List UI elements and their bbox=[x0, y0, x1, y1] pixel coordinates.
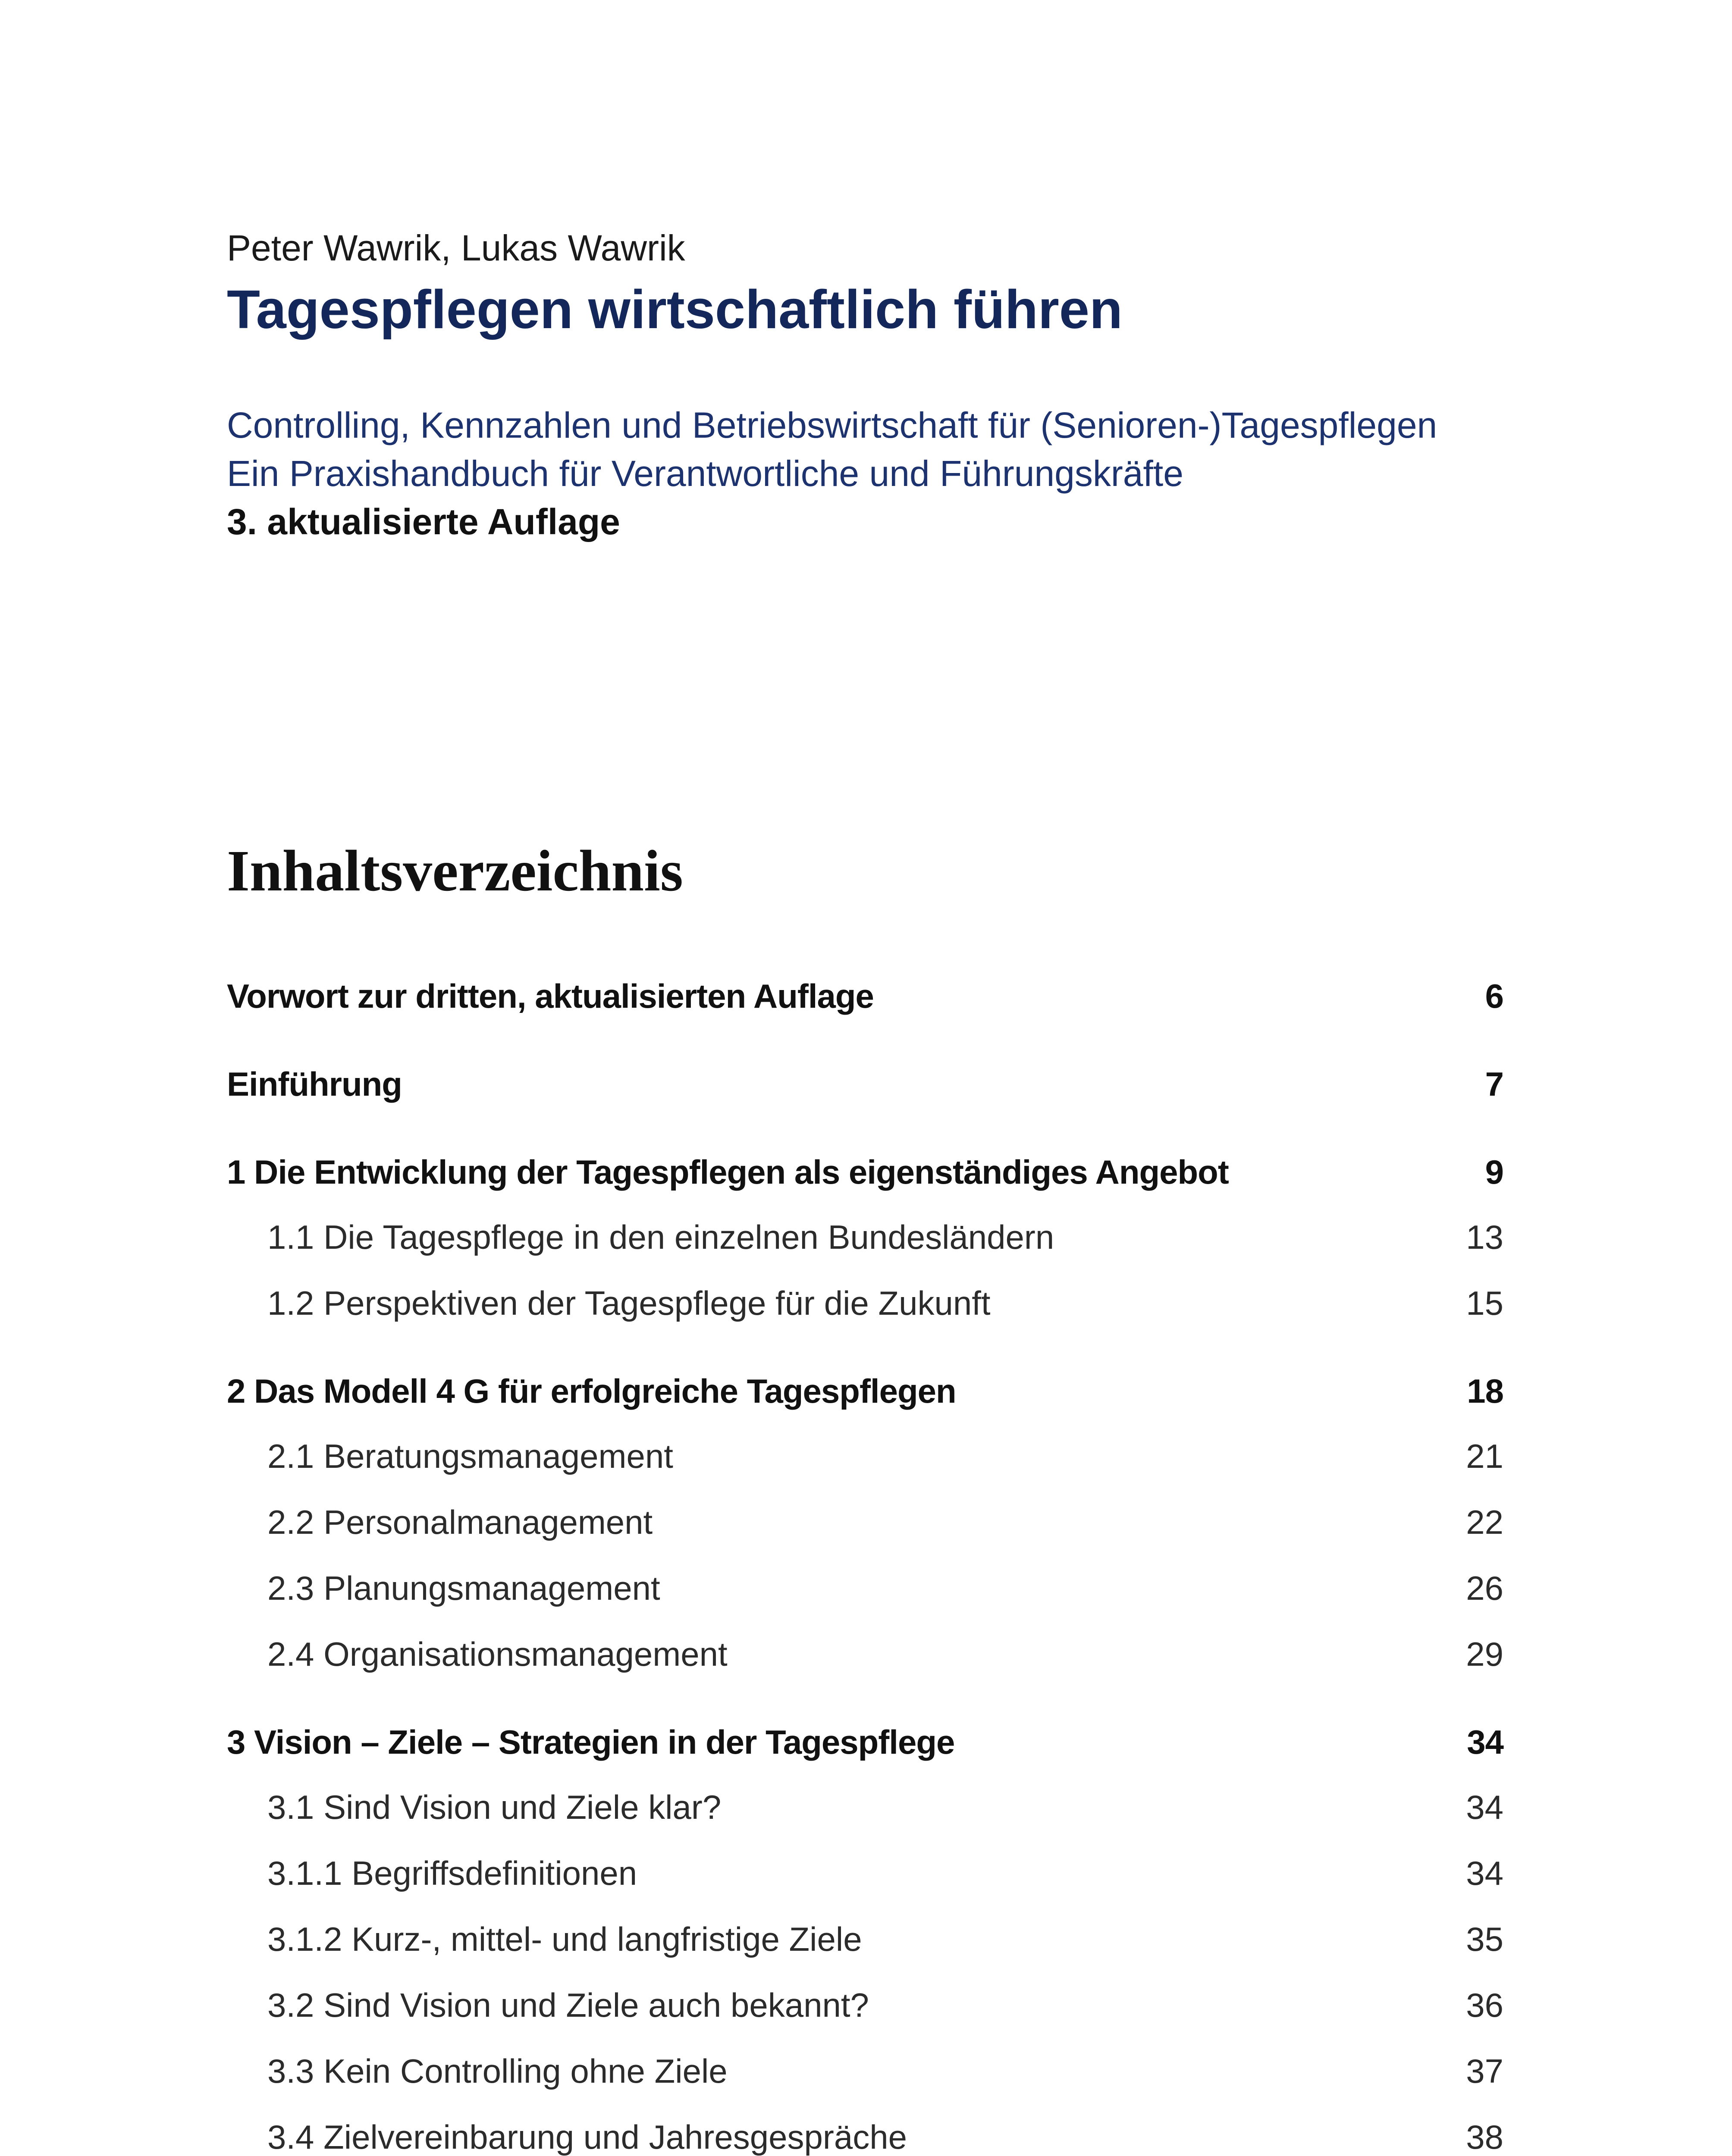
toc-section-entry bbox=[227, 1282, 1503, 1325]
toc-section-entry bbox=[227, 1633, 1503, 1676]
toc-entry-label: 2.3 Planungsmanagement bbox=[267, 1569, 660, 1607]
toc-entry-page-number: 9 bbox=[1485, 1153, 1503, 1191]
toc-entry-label: Einführung bbox=[227, 1065, 402, 1103]
toc-entry-label: 2.2 Personalmanagement bbox=[267, 1503, 653, 1541]
toc-entry-label: 3.4 Zielvereinbarung und Jahresgespräche bbox=[267, 2118, 907, 2156]
table-of-contents bbox=[227, 975, 1503, 2156]
toc-entry-label: 3.2 Sind Vision und Ziele auch bekannt? bbox=[267, 1986, 869, 2024]
toc-entry-label: 1.2 Perspektiven der Tagespflege für die Zukunft bbox=[267, 1284, 991, 1322]
toc-chapter-entry bbox=[227, 1150, 1503, 1194]
toc-entry-label: 3.1.1 Begriffsdefinitionen bbox=[267, 1854, 637, 1892]
toc-entry-page-number: 22 bbox=[1466, 1503, 1503, 1541]
subtitle-line-1: Controlling, Kennzahlen und Betriebswirtschaft für (Senioren-)Tagespflegen bbox=[227, 405, 1437, 445]
toc-entry-page-number: 29 bbox=[1466, 1635, 1503, 1673]
toc-section-entry bbox=[227, 1501, 1503, 1544]
toc-heading: Inhaltsverzeichnis bbox=[227, 839, 683, 903]
subtitle-line-2: Ein Praxishandbuch für Verantwortliche und Führungskräfte bbox=[227, 453, 1183, 494]
toc-entry-label: Vorwort zur dritten, aktualisierten Auflage bbox=[227, 977, 874, 1015]
toc-entry-page-number: 7 bbox=[1485, 1065, 1503, 1103]
toc-section-entry bbox=[227, 1984, 1503, 2027]
toc-section-entry bbox=[227, 1567, 1503, 1610]
toc-entry-label: 3.3 Kein Controlling ohne Ziele bbox=[267, 2052, 728, 2090]
toc-entry-page-number: 35 bbox=[1466, 1920, 1503, 1958]
toc-chapter-entry bbox=[227, 1062, 1503, 1106]
toc-entry-page-number: 13 bbox=[1466, 1218, 1503, 1256]
toc-chapter-entry bbox=[227, 1369, 1503, 1413]
toc-section-entry bbox=[227, 2049, 1503, 2093]
toc-chapter-entry bbox=[227, 1720, 1503, 1764]
toc-entry-label: 2 Das Modell 4 G für erfolgreiche Tagespflegen bbox=[227, 1372, 956, 1410]
authors: Peter Wawrik, Lukas Wawrik bbox=[227, 228, 685, 268]
toc-entry-page-number: 15 bbox=[1466, 1284, 1503, 1322]
toc-entry-page-number: 34 bbox=[1466, 1854, 1503, 1892]
toc-entry-page-number: 37 bbox=[1466, 2052, 1503, 2090]
toc-entry-page-number: 38 bbox=[1466, 2118, 1503, 2156]
toc-section-entry bbox=[227, 1435, 1503, 1478]
toc-entry-page-number: 26 bbox=[1466, 1569, 1503, 1607]
toc-entry-label: 2.4 Organisationsmanagement bbox=[267, 1635, 728, 1673]
book-title: Tagespflegen wirtschaftlich führen bbox=[227, 279, 1123, 340]
toc-entry-page-number: 21 bbox=[1466, 1437, 1503, 1475]
toc-entry-label: 3 Vision – Ziele – Strategien in der Tagespflege bbox=[227, 1723, 955, 1761]
toc-entry-label: 1.1 Die Tagespflege in den einzelnen Bundesländern bbox=[267, 1218, 1054, 1256]
toc-chapter-entry bbox=[227, 975, 1503, 1018]
toc-section-entry bbox=[227, 1852, 1503, 1895]
book-header bbox=[227, 224, 1521, 546]
toc-section-entry bbox=[227, 2115, 1503, 2156]
toc-section-entry bbox=[227, 1918, 1503, 1961]
toc-entry-page-number: 34 bbox=[1467, 1723, 1503, 1761]
toc-entry-page-number: 34 bbox=[1466, 1788, 1503, 1826]
edition: 3. aktualisierte Auflage bbox=[227, 501, 620, 542]
toc-entry-page-number: 18 bbox=[1467, 1372, 1503, 1410]
toc-entry-label: 2.1 Beratungsmanagement bbox=[267, 1437, 673, 1475]
toc-entry-page-number: 36 bbox=[1466, 1986, 1503, 2024]
toc-entry-page-number: 6 bbox=[1485, 977, 1503, 1015]
toc-entry-label: 1 Die Entwicklung der Tagespflegen als eigenständiges Angebot bbox=[227, 1153, 1229, 1191]
toc-section-entry bbox=[227, 1216, 1503, 1259]
toc-entry-label: 3.1.2 Kurz-, mittel- und langfristige Ziele bbox=[267, 1920, 862, 1958]
toc-section-entry bbox=[227, 1786, 1503, 1829]
toc-entry-label: 3.1 Sind Vision und Ziele klar? bbox=[267, 1788, 722, 1826]
